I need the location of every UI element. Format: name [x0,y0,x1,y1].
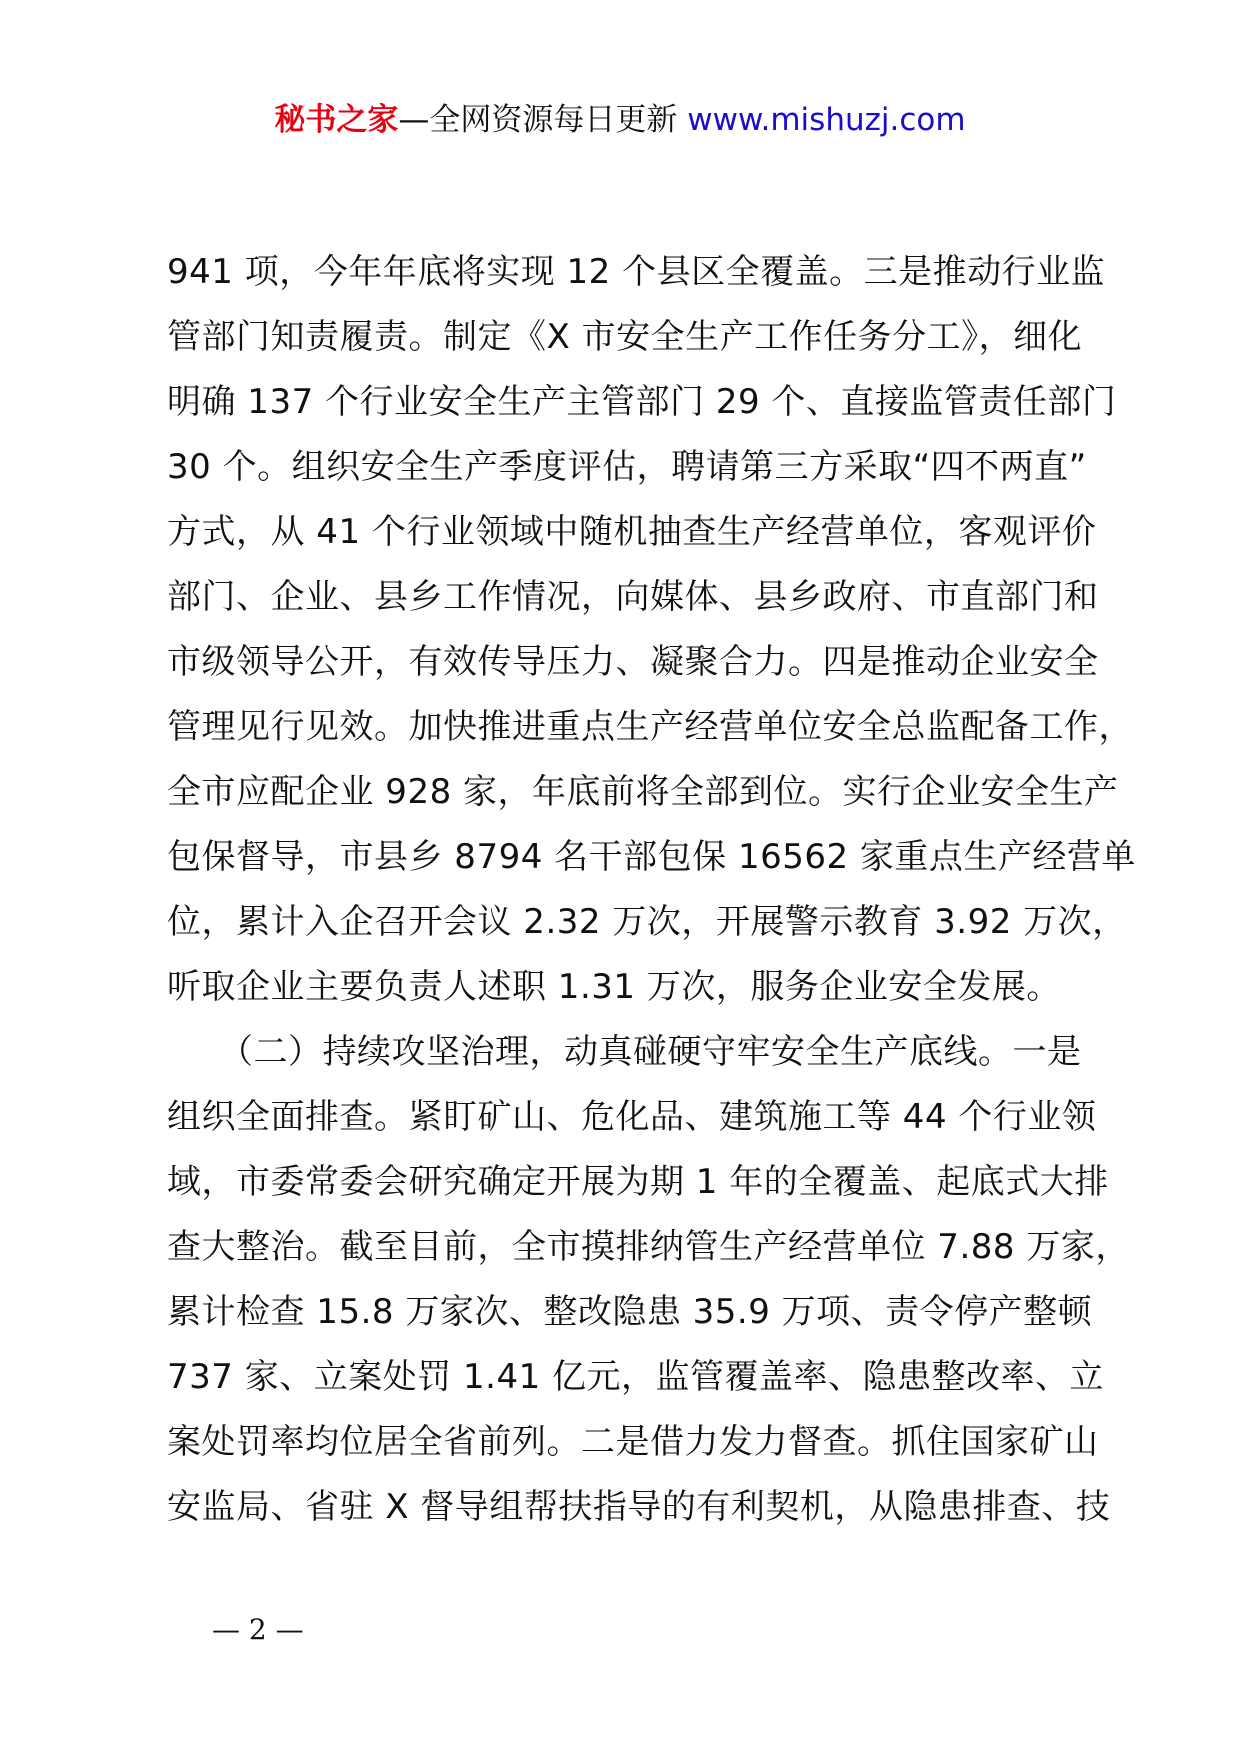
body-line: 30 个。组织安全生产季度评估，聘请第三方采取“四不两直” [167,447,1087,487]
body-line: 部门、企业、县乡工作情况，向媒体、县乡政府、市直部门和 [167,577,1099,617]
body-line: 市级领导公开，有效传导压力、凝聚合力。四是推动企业安全 [167,642,1099,682]
body-line: 管理见行见效。加快推进重点生产经营单位安全总监配备工作， [167,707,1133,747]
body-line: 包保督导，市县乡 8794 名干部包保 16562 家重点生产经营单 [167,837,1136,877]
document-body [167,240,1136,1540]
section-heading-line: （二）持续攻坚治理，动真碰硬守牢安全生产底线。一是 [167,1032,1082,1072]
page-number: — 2 — [212,1613,304,1646]
body-line: 位，累计入企召开会议 2.32 万次，开展警示教育 3.92 万次， [167,902,1127,942]
body-line: 方式，从 41 个行业领域中随机抽查生产经营单位，客观评价 [167,512,1097,552]
body-line: 域，市委常委会研究确定开展为期 1 年的全覆盖、起底式大排 [167,1162,1109,1202]
site-tagline: —全网资源每日更新 [398,102,688,138]
site-header [0,100,1240,140]
site-brand: 秘书之家 [274,102,399,138]
body-line: 查大整治。截至目前，全市摸排纳管生产经营单位 7.88 万家， [167,1227,1130,1267]
body-line: 组织全面排查。紧盯矿山、危化品、建筑施工等 44 个行业领 [167,1097,1097,1137]
body-line: 737 家、立案处罚 1.41 亿元，监管覆盖率、隐患整改率、立 [167,1357,1105,1397]
body-line: 管部门知责履责。制定《X 市安全生产工作任务分工》，细化 [167,317,1083,357]
body-line: 听取企业主要负责人述职 1.31 万次，服务企业安全发展。 [167,967,1061,1007]
body-line: 安监局、省驻 X 督导组帮扶指导的有利契机，从隐患排查、技 [167,1487,1111,1527]
body-line: 明确 137 个行业安全生产主管部门 29 个、直接监管责任部门 [167,382,1117,422]
body-line: 累计检查 15.8 万家次、整改隐患 35.9 万项、责令停产整顿 [167,1292,1093,1332]
body-line: 全市应配企业 928 家，年底前将全部到位。实行企业安全生产 [167,772,1119,812]
site-url-link[interactable]: www.mishuzj.com [687,102,966,138]
body-line: 案处罚率均位居全省前列。二是借力发力督查。抓住国家矿山 [167,1422,1099,1462]
body-line: 941 项，今年年底将实现 12 个县区全覆盖。三是推动行业监 [167,252,1106,292]
